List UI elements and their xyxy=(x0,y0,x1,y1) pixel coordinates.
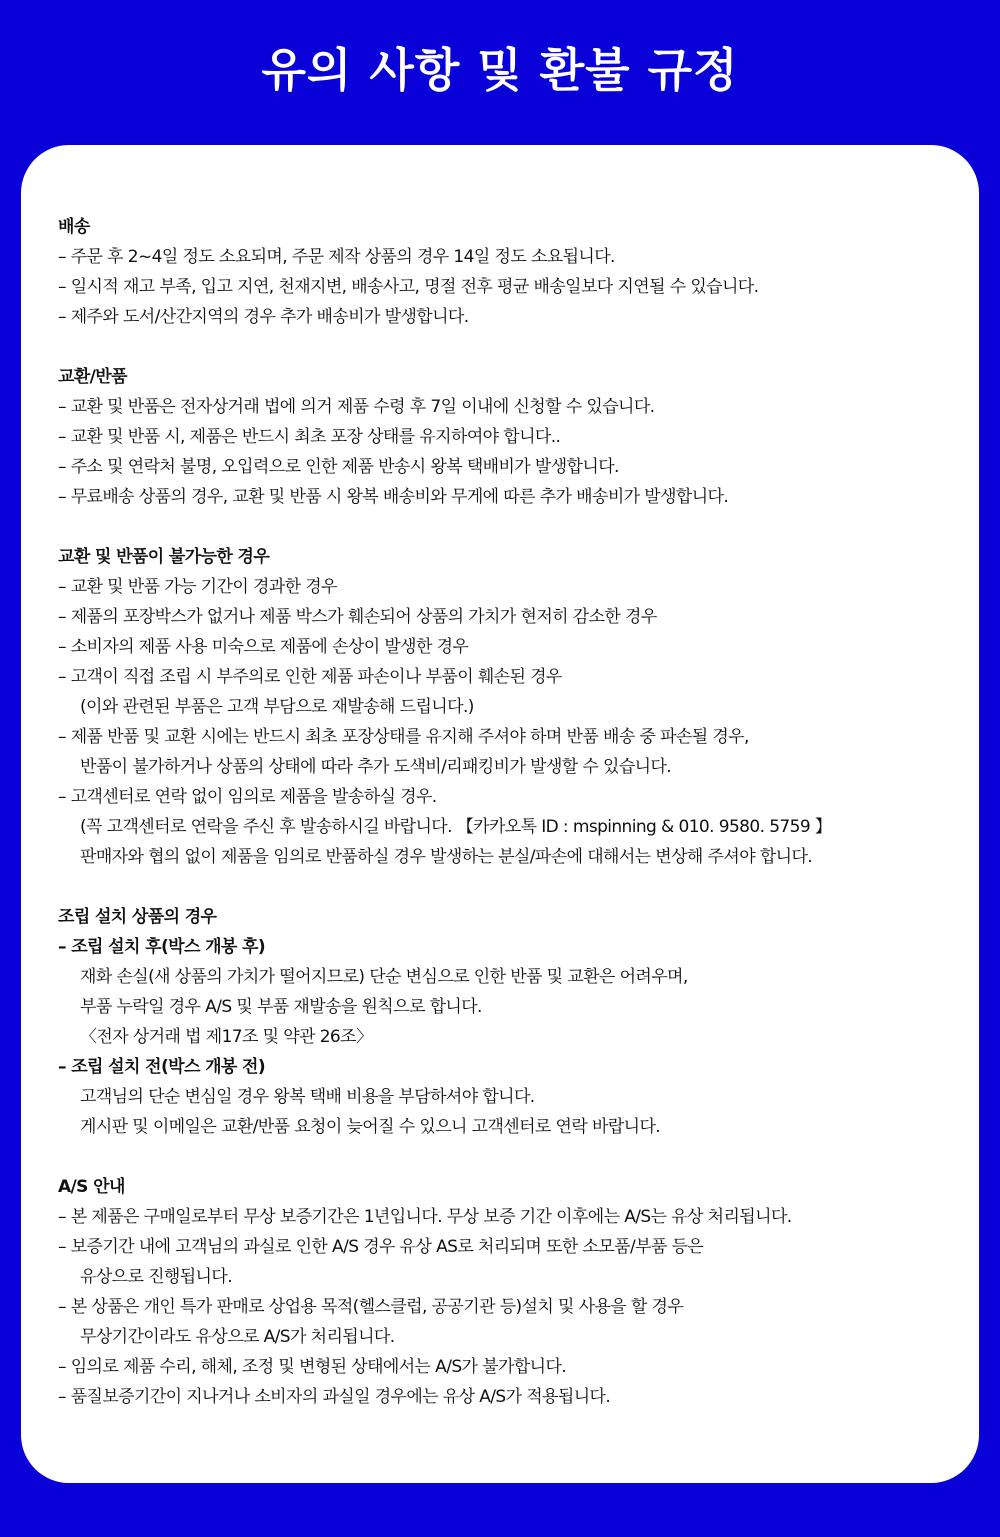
list-item-continuation: 판매자와 협의 없이 제품을 임의로 반품하실 경우 발생하는 분실/파손에 대해서는 변상해 주셔야 합니다. xyxy=(80,847,813,867)
list-item: – 주소 및 연락처 불명, 오입력으로 인한 제품 반송시 왕복 택배비가 발생합니다. xyxy=(58,457,619,477)
list-item-continuation: 고객님의 단순 변심일 경우 왕복 택배 비용을 부담하셔야 합니다. xyxy=(80,1087,535,1107)
list-item: – 일시적 재고 부족, 입고 지연, 천재지변, 배송사고, 명절 전후 평균 배송일보다 지연될 수 있습니다. xyxy=(58,277,759,297)
content xyxy=(58,212,968,1442)
list-item-continuation: 재화 손실(새 상품의 가치가 떨어지므로) 단순 변심으로 인한 반품 및 교환은 어려우며, xyxy=(80,967,688,987)
section-as-guide xyxy=(58,1172,968,1412)
list-item: – 교환 및 반품은 전자상거래 법에 의거 제품 수령 후 7일 이내에 신청할 수 있습니다. xyxy=(58,397,655,417)
list-item: – 제품 반품 및 교환 시에는 반드시 최초 포장상태를 유지해 주셔야 하며 반품 배송 중 파손될 경우, xyxy=(58,727,749,747)
list-item: – 고객이 직접 조립 시 부주의로 인한 제품 파손이나 부품이 훼손된 경우 xyxy=(58,667,562,687)
section-not-returnable xyxy=(58,542,968,872)
list-item: – 제주와 도서/산간지역의 경우 추가 배송비가 발생합니다. xyxy=(58,307,469,327)
list-item: – 소비자의 제품 사용 미숙으로 제품에 손상이 발생한 경우 xyxy=(58,637,469,657)
section-title: 교환/반품 xyxy=(58,367,127,387)
section-shipping xyxy=(58,212,968,332)
list-item: – 주문 후 2~4일 정도 소요되며, 주문 제작 상품의 경우 14일 정도 소요됩니다. xyxy=(58,247,615,267)
section-exchange-return xyxy=(58,362,968,512)
page-title: 유의 사항 및 환불 규정 xyxy=(261,43,739,97)
list-item: – 교환 및 반품 시, 제품은 반드시 최초 포장 상태를 유지하여야 합니다.. xyxy=(58,427,561,447)
list-item: – 제품의 포장박스가 없거나 제품 박스가 훼손되어 상품의 가치가 현저히 감소한 경우 xyxy=(58,607,657,627)
list-item-continuation: 무상기간이라도 유상으로 A/S가 처리됩니다. xyxy=(80,1327,395,1347)
list-item-continuation: 부품 누락일 경우 A/S 및 부품 재발송을 원칙으로 합니다. xyxy=(80,997,482,1017)
list-item-continuation: (꼭 고객센터로 연락을 주신 후 발송하시길 바랍니다. 【카카오톡 ID : mspinning & 010. 9580. 5759 】 xyxy=(80,817,832,837)
list-item-continuation: (이와 관련된 부품은 고객 부담으로 재발송해 드립니다.) xyxy=(80,697,474,717)
list-item: – 본 제품은 구매일로부터 무상 보증기간은 1년입니다. 무상 보증 기간 이후에는 A/S는 유상 처리됩니다. xyxy=(58,1207,792,1227)
list-item: – 고객센터로 연락 없이 임의로 제품을 발송하실 경우. xyxy=(58,787,437,807)
list-item: – 임의로 제품 수리, 해체, 조정 및 변형된 상태에서는 A/S가 불가합니다. xyxy=(58,1357,567,1377)
list-subheading: – 조립 설치 후(박스 개봉 후) xyxy=(58,937,266,957)
list-item-continuation: 반품이 불가하거나 상품의 상태에 따라 추가 도색비/리패킹비가 발생할 수 있습니다. xyxy=(80,757,672,777)
list-item-continuation: 게시판 및 이메일은 교환/반품 요청이 늦어질 수 있으니 고객센터로 연락 바랍니다. xyxy=(80,1117,661,1137)
header xyxy=(0,0,1000,150)
section-assembly xyxy=(58,902,968,1142)
list-item: – 교환 및 반품 가능 기간이 경과한 경우 xyxy=(58,577,337,597)
list-item: – 무료배송 상품의 경우, 교환 및 반품 시 왕복 배송비와 무게에 따른 추가 배송비가 발생합니다. xyxy=(58,487,729,507)
section-title: A/S 안내 xyxy=(58,1177,125,1197)
list-subheading: – 조립 설치 전(박스 개봉 전) xyxy=(58,1057,266,1077)
list-item-continuation: 유상으로 진행됩니다. xyxy=(80,1267,233,1287)
section-title: 배송 xyxy=(58,217,90,237)
section-title: 조립 설치 상품의 경우 xyxy=(58,907,217,927)
list-item: – 품질보증기간이 지나거나 소비자의 과실일 경우에는 유상 A/S가 적용됩니다. xyxy=(58,1387,611,1407)
section-title: 교환 및 반품이 불가능한 경우 xyxy=(58,547,270,567)
list-item-continuation: 〈전자 상거래 법 제17조 및 약관 26조〉 xyxy=(80,1027,373,1047)
list-item: – 보증기간 내에 고객님의 과실로 인한 A/S 경우 유상 AS로 처리되며 또한 소모품/부품 등은 xyxy=(58,1237,704,1257)
list-item: – 본 상품은 개인 특가 판매로 상업용 목적(헬스클럽, 공공기관 등)설치 및 사용을 할 경우 xyxy=(58,1297,684,1317)
